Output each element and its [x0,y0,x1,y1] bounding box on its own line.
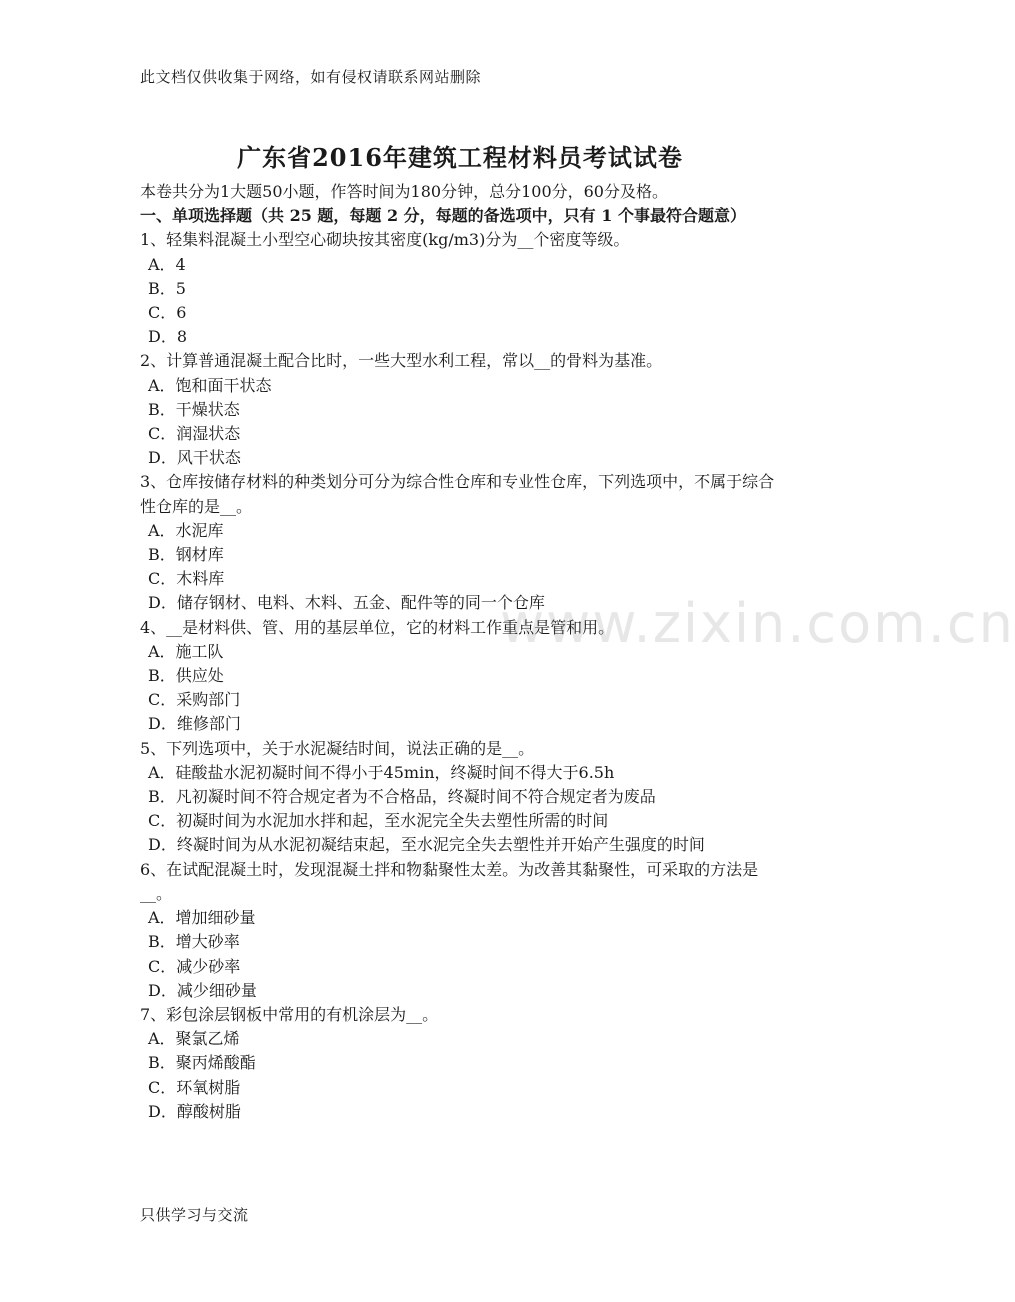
question-1 [140,228,785,349]
question-4 [140,616,785,737]
option-d: D．维修部门 [148,714,241,734]
option-c: C．减少砂率 [148,956,241,976]
option-d: D．储存钢材、电料、木料、五金、配件等的同一个仓库 [148,593,545,613]
exam-content [140,180,785,1124]
option-a: A．饱和面干状态 [148,375,272,395]
question-stem: 3、仓库按储存材料的种类划分可分为综合性仓库和专业性仓库，下列选项中，不属于综合性仓库的是__。 [140,472,775,516]
option-c: C．环氧树脂 [148,1077,241,1097]
option-a: A．硅酸盐水泥初凝时间不得小于45min，终凝时间不得大于6.5h [148,762,615,782]
option-b: B．干燥状态 [148,399,240,419]
question-6 [140,858,785,1003]
option-b: B．供应处 [148,666,224,686]
option-d: D．终凝时间为从水泥初凝结束起，至水泥完全失去塑性并开始产生强度的时间 [148,835,705,855]
option-d: D．醇酸树脂 [148,1101,241,1121]
question-stem: 7、彩包涂层钢板中常用的有机涂层为__。 [140,1004,439,1024]
question-stem: 4、__是材料供、管、用的基层单位，它的材料工作重点是管和用。 [140,617,615,637]
question-2 [140,349,785,470]
option-d: D．8 [148,327,188,347]
option-b: B．凡初凝时间不符合规定者为不合格品，终凝时间不符合规定者为废品 [148,787,656,807]
option-b: B．5 [148,278,186,298]
option-a: A．水泥库 [148,520,224,540]
option-a: A．施工队 [148,641,224,661]
section-heading: 一、单项选择题（共 25 题，每题 2 分，每题的备选项中，只有 1 个事最符合题意） [140,206,746,226]
question-5 [140,737,785,858]
option-b: B．钢材库 [148,545,224,565]
option-c: C．6 [148,303,187,323]
option-d: D．减少细砂量 [148,980,257,1000]
page-title: 广东省2016年建筑工程材料员考试试卷 [237,143,683,172]
footer-note: 只供学习与交流 [140,1206,249,1224]
option-a: A．聚氯乙烯 [148,1029,240,1049]
watermark-text: www.zixin.com.cn [500,592,1015,655]
option-b: B．聚丙烯酸酯 [148,1053,256,1073]
question-stem: 2、计算普通混凝土配合比时，一些大型水利工程，常以__的骨料为基准。 [140,351,663,371]
option-b: B．增大砂率 [148,932,240,952]
question-stem: 1、轻集料混凝土小型空心砌块按其密度(kg/m3)分为__个密度等级。 [140,230,630,250]
option-c: C．木料库 [148,569,225,589]
question-3 [140,470,785,615]
option-c: C．润湿状态 [148,424,241,444]
option-d: D．风干状态 [148,448,241,468]
question-stem: 6、在试配混凝土时，发现混凝土拌和物黏聚性太差。为改善其黏聚性，可采取的方法是__。 [140,859,759,903]
option-c: C．采购部门 [148,690,241,710]
exam-intro: 本卷共分为1大题50小题，作答时间为180分钟，总分100分，60分及格。 [140,182,668,201]
option-a: A．4 [148,254,186,274]
header-note: 此文档仅供收集于网络，如有侵权请联系网站删除 [140,68,482,86]
question-stem: 5、下列选项中，关于水泥凝结时间，说法正确的是__。 [140,738,535,758]
option-a: A．增加细砂量 [148,908,256,928]
question-7 [140,1003,785,1124]
option-c: C．初凝时间为水泥加水拌和起，至水泥完全失去塑性所需的时间 [148,811,609,831]
